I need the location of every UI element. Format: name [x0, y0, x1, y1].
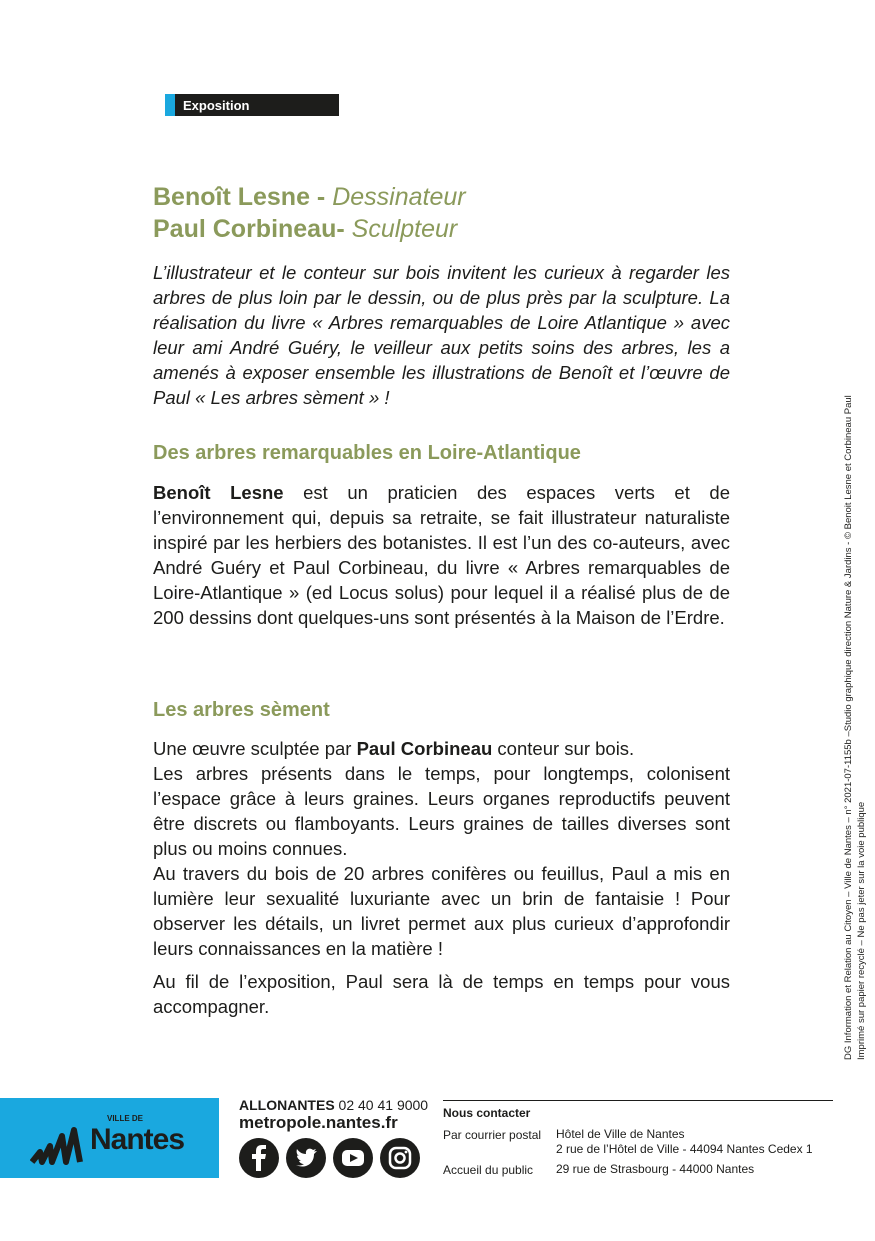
section2-p1: Les arbres présents dans le temps, pour longtemps, colonisent l’espace grâce à leurs graines. Leurs organes reproductifs peuvent être discrets ou flamboyants. Leurs graines de tailles diverses sont plus ou moins connues.	[153, 763, 730, 859]
postal-label: Par courrier postal	[443, 1128, 542, 1142]
section2-heading: Les arbres sèment	[153, 699, 330, 721]
logo-name: Nantes	[90, 1123, 185, 1156]
section2-body	[153, 736, 730, 1019]
credits-line-1: DG Information et Relation au Citoyen – Ville de Nantes – n° 2021-07-1155b –Studio graphique direction Nature & Jardins - © Benoit Lesne et Corbineau Paul	[843, 395, 854, 1060]
section2-lead-end: conteur sur bois.	[492, 738, 635, 759]
section1-body	[153, 480, 730, 630]
credits-vertical	[842, 395, 868, 1060]
tag-accent	[165, 94, 175, 116]
website-link[interactable]: metropole.nantes.fr	[239, 1113, 398, 1132]
public-address: 29 rue de Strasbourg - 44000 Nantes	[556, 1162, 755, 1176]
allo-phone: 02 40 41 9000	[334, 1097, 429, 1113]
public-label: Accueil du public	[443, 1163, 534, 1177]
contact-title: Nous contacter	[443, 1106, 531, 1120]
intro-paragraph: L’illustrateur et le conteur sur bois invitent les curieux à regarder les arbres de plus loin par le dessin, ou de plus près par la sculpture. La réalisation du livre « Arbres remarquables de Loire Atlantique » avec leur ami André Guéry, le veilleur aux petits soins des arbres, les a amenés à exposer ensemble les illustrations de Benoît et l’œuvre de Paul « Les arbres sèment » !	[153, 262, 730, 408]
twitter-icon[interactable]	[286, 1138, 326, 1178]
section2-p3: Au fil de l’exposition, Paul sera là de temps en temps pour vous accompagner.	[153, 971, 730, 1017]
title-role-2: Sculpteur	[351, 215, 458, 243]
allo-label: ALLONANTES	[239, 1097, 335, 1113]
tag-label: Exposition	[183, 98, 250, 113]
section2-lead: Une œuvre sculptée par	[153, 738, 357, 759]
postal-address	[556, 1127, 813, 1157]
section2-name: Paul Corbineau	[356, 738, 493, 759]
postal-line-1: Hôtel de Ville de Nantes	[556, 1127, 685, 1141]
contact-divider	[443, 1100, 833, 1101]
exposition-tag	[165, 94, 339, 116]
nantes-wave-icon	[30, 1122, 90, 1167]
logo-ville-de: VILLE DE	[107, 1114, 144, 1123]
youtube-icon[interactable]	[333, 1138, 373, 1178]
page-title	[153, 181, 466, 245]
section2-p2: Au travers du bois de 20 arbres conifères ou feuillus, Paul a mis en lumière leur sexualité luxuriante avec un brin de fantaisie ! Pour observer les détails, un livret permet aux plus curieux d’approfondir leurs connaissances en la matière !	[153, 863, 730, 959]
section1-heading: Des arbres remarquables en Loire-Atlantique	[153, 442, 581, 464]
section1-name: Benoît Lesne	[153, 482, 284, 503]
instagram-icon[interactable]	[380, 1138, 420, 1178]
title-artist-1: Benoît Lesne -	[153, 183, 333, 211]
title-artist-2: Paul Corbineau-	[153, 215, 352, 243]
postal-line-2: 2 rue de l’Hôtel de Ville - 44094 Nantes Cedex 1	[556, 1142, 813, 1156]
allo-nantes	[239, 1097, 428, 1113]
section1-text: est un praticien des espaces verts et de l’environnement qui, depuis sa retraite, se fait illustrateur naturaliste inspiré par les herbiers des botanistes. Il est l’un des co-auteurs, avec André Guéry et Paul Corbineau, du livre « Arbres remarquables de Loire-Atlantique » (ed Locus solus) pour lequel il a réalisé plus de de 200 dessins dont quelques-uns sont présentés à la Maison de l’Erdre.	[153, 482, 730, 628]
facebook-icon[interactable]	[239, 1138, 279, 1178]
ville-de-nantes-logo	[0, 1098, 219, 1178]
title-role-1: Dessinateur	[332, 183, 466, 211]
credits-line-2: Imprimé sur papier recyclé – Ne pas jeter sur la voie publique	[856, 801, 867, 1060]
